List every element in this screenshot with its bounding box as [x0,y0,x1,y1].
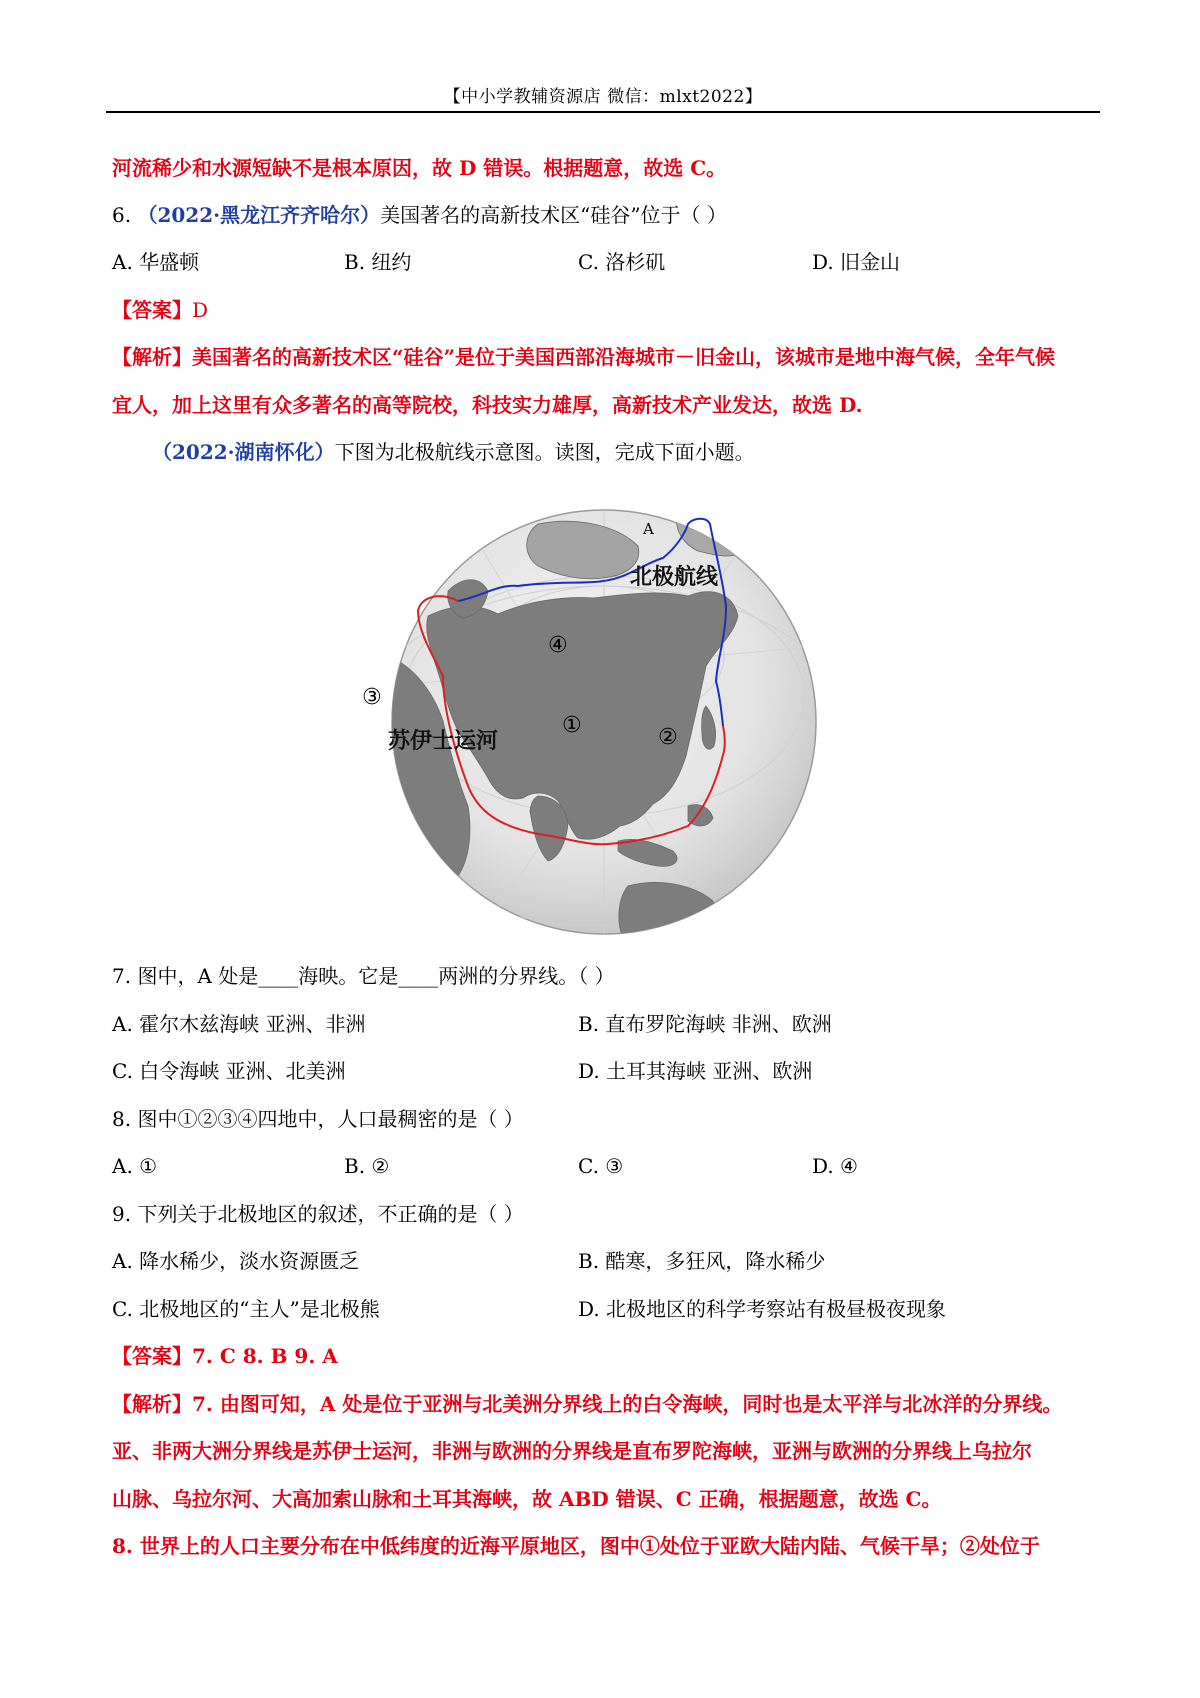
q9-option-a: A. 降水稀少，淡水资源匮乏 [112,1249,360,1273]
q9-option-b: B. 酷寒，多狂风，降水稀少 [578,1249,826,1273]
label-suez-canal: 苏伊士运河 [388,729,499,754]
question-text: 美国著名的高新技术区“硅谷”位于（ ） [380,203,727,227]
marker-2: ② [658,725,678,750]
q7-option-a: A. 霍尔木兹海峡 亚洲、非洲 [112,1012,366,1036]
answer-tag: 【答案】 [112,1344,192,1368]
group-intro-text: 下图为北极航线示意图。读图，完成下面小题。 [334,440,755,464]
analysis-tag: 【解析】 [112,1392,192,1416]
q7-option-c: C. 白令海峡 亚洲、北美洲 [112,1059,346,1083]
group-source: （2022·湖南怀化） [152,440,335,464]
marker-1: ① [562,713,582,738]
q6-option-c: C. 洛杉矶 [578,250,666,274]
answer-value: D [192,298,209,322]
group-analysis-line-3: 山脉、乌拉尔河、大高加索山脉和土耳其海峡，故 ABD 错误、C 正确，根据题意，故选 C。 [112,1487,942,1511]
q8-option-d: D. ④ [812,1154,858,1178]
question-8-stem: 8. 图中①②③④四地中，人口最稠密的是（ ） [112,1107,524,1131]
label-arctic-route: 北极航线 [630,565,719,590]
group-analysis-line-2: 亚、非两大洲分界线是苏伊士运河，非洲与欧洲的分界线是直布罗陀海峡，亚洲与欧洲的分界线上乌拉尔 [112,1439,1032,1463]
q6-option-b: B. 纽约 [344,250,412,274]
question-7-stem: 7. 图中，A 处是____海映。它是____两洲的分界线。（ ） [112,964,615,988]
analysis-text: 美国著名的高新技术区“硅谷”是位于美国西部沿海城市－旧金山，该城市是地中海气候，全年气候 [192,345,1056,369]
q9-option-c: C. 北极地区的“主人”是北极熊 [112,1297,380,1321]
group-analysis-line-1 [112,1390,1062,1418]
q6-option-a: A. 华盛顿 [112,250,200,274]
q8-option-c: C. ③ [578,1154,624,1178]
group-answer [112,1342,338,1370]
question-6-stem [112,201,727,229]
q8-option-a: A. ① [112,1154,158,1178]
header-divider [106,111,1100,113]
q6-answer [112,296,208,324]
arctic-route-map [362,506,820,938]
globe-figure [362,506,820,938]
question-9-stem: 9. 下列关于北极地区的叙述，不正确的是（ ） [112,1202,524,1226]
analysis-tag: 【解析】 [112,345,192,369]
answer-value: 7. C 8. B 9. A [192,1344,338,1368]
q7-option-b: B. 直布罗陀海峡 非洲、欧洲 [578,1012,832,1036]
group-intro [152,438,755,466]
analysis-text: 7. 由图可知，A 处是位于亚洲与北美洲分界线上的白令海峡，同时也是太平洋与北冰洋的分界线。 [192,1392,1063,1416]
page-header: 【中小学教辅资源店 微信：mlxt2022】 [443,87,763,107]
question-source: （2022·黑龙江齐齐哈尔） [137,203,381,227]
carry-over-analysis: 河流稀少和水源短缺不是根本原因，故 D 错误。根据题意，故选 C。 [112,156,727,180]
question-number: 6. [112,203,132,227]
q6-option-d: D. 旧金山 [812,250,901,274]
label-a: A [643,520,654,538]
q7-option-d: D. 土耳其海峡 亚洲、欧洲 [578,1059,813,1083]
q8-option-b: B. ② [344,1154,390,1178]
marker-4: ④ [548,633,568,658]
marker-3: ③ [362,685,382,710]
q6-analysis-line-1 [112,343,1055,371]
group-analysis-line-4: 8. 世界上的人口主要分布在中低纬度的近海平原地区，图中①处位于亚欧大陆内陆、气候干旱；②处位于 [112,1534,1040,1558]
q6-analysis-line-2: 宜人，加上这里有众多著名的高等院校，科技实力雄厚，高新技术产业发达，故选 D. [112,393,863,417]
q9-option-d: D. 北极地区的科学考察站有极昼极夜现象 [578,1297,947,1321]
answer-tag: 【答案】 [112,298,192,322]
